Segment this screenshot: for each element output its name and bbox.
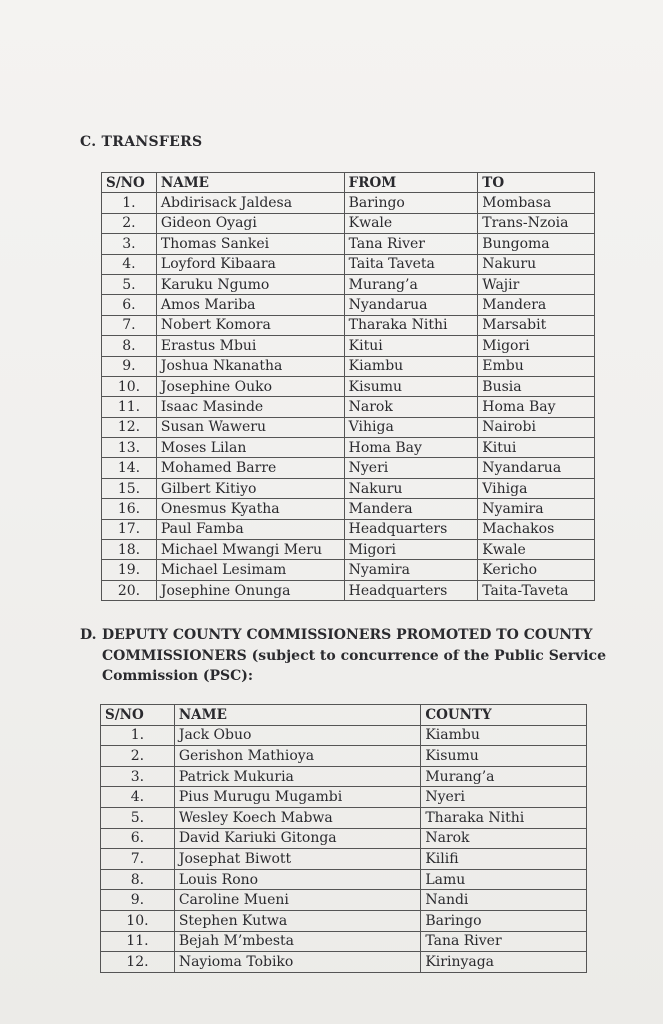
cell-name: Nobert Komora [156,315,344,335]
cell-sno: 17. [102,519,157,539]
cell-name: Isaac Masinde [156,397,344,417]
transfers-table [101,172,595,601]
cell-name: Moses Lilan [156,438,344,458]
table-row [102,315,595,335]
cell-name: Wesley Koech Mabwa [174,807,421,828]
cell-name: Abdirisack Jaldesa [156,193,344,213]
cell-to: Bungoma [478,234,595,254]
cell-name: Erastus Mbui [156,336,344,356]
cell-from: Murang’a [344,274,478,294]
cell-from: Headquarters [344,580,478,600]
cell-to: Busia [478,376,595,396]
cell-sno: 4. [102,254,157,274]
cell-from: Nyeri [344,458,478,478]
table-row [101,746,587,767]
section-d-letter: D. [80,627,97,643]
cell-sno: 9. [101,890,175,911]
promotions-table-body [101,725,587,972]
cell-to: Nakuru [478,254,595,274]
table-row [102,580,595,600]
cell-to: Marsabit [478,315,595,335]
cell-name: Gideon Oyagi [156,213,344,233]
cell-from: Nyamira [344,560,478,580]
table-row [102,213,595,233]
cell-sno: 3. [102,234,157,254]
column-header-name: NAME [174,705,421,726]
cell-from: Headquarters [344,519,478,539]
cell-sno: 12. [101,952,175,973]
cell-name: Louis Rono [174,869,421,890]
cell-sno: 11. [101,931,175,952]
cell-to: Migori [478,336,595,356]
cell-from: Mandera [344,499,478,519]
cell-from: Kiambu [344,356,478,376]
cell-to: Nairobi [478,417,595,437]
cell-to: Kericho [478,560,595,580]
cell-name: Jack Obuo [174,725,421,746]
table-row [101,931,587,952]
cell-name: Michael Lesimam [156,560,344,580]
cell-name: Josephine Onunga [156,580,344,600]
cell-county: Kisumu [421,746,587,767]
column-header-to: TO [478,173,595,193]
table-row [102,234,595,254]
cell-county: Nyeri [421,787,587,808]
section-c-heading: C. TRANSFERS [80,134,203,150]
cell-name: Pius Murugu Mugambi [174,787,421,808]
cell-sno: 7. [102,315,157,335]
cell-county: Nandi [421,890,587,911]
table-row [101,952,587,973]
cell-sno: 16. [102,499,157,519]
cell-name: Paul Famba [156,519,344,539]
cell-county: Kilifi [421,849,587,870]
section-d-title-rest: COMMISSIONERS (subject to concurrence of the Public Service Commission (PSC): [102,647,606,684]
cell-from: Homa Bay [344,438,478,458]
cell-sno: 8. [102,336,157,356]
cell-sno: 11. [102,397,157,417]
table-row [102,540,595,560]
cell-to: Nyamira [478,499,595,519]
cell-name: Thomas Sankei [156,234,344,254]
cell-county: Tharaka Nithi [421,807,587,828]
table-row [101,890,587,911]
cell-sno: 6. [101,828,175,849]
cell-sno: 14. [102,458,157,478]
cell-sno: 1. [101,725,175,746]
cell-from: Narok [344,397,478,417]
table-row [101,807,587,828]
cell-sno: 5. [101,807,175,828]
table-row [102,499,595,519]
cell-name: Gerishon Mathioya [174,746,421,767]
cell-sno: 7. [101,849,175,870]
cell-county: Lamu [421,869,587,890]
cell-sno: 9. [102,356,157,376]
column-header-name: NAME [156,173,344,193]
cell-name: Susan Waweru [156,417,344,437]
cell-name: Josephine Ouko [156,376,344,396]
cell-sno: 2. [102,213,157,233]
table-row [102,397,595,417]
section-d-heading [80,625,620,687]
cell-name: Nayioma Tobiko [174,952,421,973]
table-row [102,519,595,539]
table-row [101,849,587,870]
cell-to: Homa Bay [478,397,595,417]
cell-name: Loyford Kibaara [156,254,344,274]
cell-sno: 8. [101,869,175,890]
cell-from: Tana River [344,234,478,254]
table-row [102,560,595,580]
cell-sno: 3. [101,766,175,787]
cell-sno: 2. [101,746,175,767]
cell-name: Bejah M’mbesta [174,931,421,952]
cell-name: Karuku Ngumo [156,274,344,294]
column-header-sno: S/NO [102,173,157,193]
column-header-sno: S/NO [101,705,175,726]
cell-sno: 19. [102,560,157,580]
column-header-county: COUNTY [421,705,587,726]
cell-to: Mombasa [478,193,595,213]
cell-sno: 10. [101,910,175,931]
table-row [101,869,587,890]
cell-sno: 4. [101,787,175,808]
cell-to: Taita-Taveta [478,580,595,600]
table-row [102,417,595,437]
table-row [102,356,595,376]
section-d-title-line1: DEPUTY COUNTY COMMISSIONERS PROMOTED TO COUNTY [102,627,593,643]
cell-name: Joshua Nkanatha [156,356,344,376]
cell-to: Kwale [478,540,595,560]
cell-name: Caroline Mueni [174,890,421,911]
cell-sno: 12. [102,417,157,437]
cell-from: Kisumu [344,376,478,396]
table-header-row [102,173,595,193]
cell-name: Josephat Biwott [174,849,421,870]
cell-name: Amos Mariba [156,295,344,315]
cell-from: Nyandarua [344,295,478,315]
cell-sno: 5. [102,274,157,294]
cell-sno: 6. [102,295,157,315]
table-row [102,274,595,294]
cell-to: Kitui [478,438,595,458]
cell-county: Kirinyaga [421,952,587,973]
cell-name: Patrick Mukuria [174,766,421,787]
cell-to: Trans-Nzoia [478,213,595,233]
cell-from: Kwale [344,213,478,233]
cell-county: Baringo [421,910,587,931]
cell-from: Tharaka Nithi [344,315,478,335]
cell-county: Kiambu [421,725,587,746]
cell-to: Vihiga [478,478,595,498]
table-row [101,766,587,787]
table-row [102,193,595,213]
table-row [101,725,587,746]
cell-name: Stephen Kutwa [174,910,421,931]
cell-name: David Kariuki Gitonga [174,828,421,849]
cell-to: Machakos [478,519,595,539]
table-row [102,458,595,478]
table-row [102,376,595,396]
cell-name: Michael Mwangi Meru [156,540,344,560]
table-row [102,438,595,458]
cell-county: Murang’a [421,766,587,787]
cell-sno: 15. [102,478,157,498]
cell-from: Taita Taveta [344,254,478,274]
table-row [102,254,595,274]
cell-sno: 20. [102,580,157,600]
cell-to: Mandera [478,295,595,315]
table-row [101,910,587,931]
table-row [101,787,587,808]
table-row [102,478,595,498]
cell-name: Gilbert Kitiyo [156,478,344,498]
column-header-from: FROM [344,173,478,193]
cell-sno: 10. [102,376,157,396]
cell-to: Wajir [478,274,595,294]
cell-from: Vihiga [344,417,478,437]
cell-sno: 1. [102,193,157,213]
table-row [102,295,595,315]
cell-from: Baringo [344,193,478,213]
cell-name: Onesmus Kyatha [156,499,344,519]
cell-name: Mohamed Barre [156,458,344,478]
cell-sno: 18. [102,540,157,560]
table-row [101,828,587,849]
cell-to: Embu [478,356,595,376]
cell-county: Tana River [421,931,587,952]
cell-county: Narok [421,828,587,849]
cell-from: Nakuru [344,478,478,498]
transfers-table-body [102,193,595,601]
cell-from: Migori [344,540,478,560]
table-header-row [101,705,587,726]
cell-to: Nyandarua [478,458,595,478]
table-row [102,336,595,356]
cell-sno: 13. [102,438,157,458]
promotions-table [100,704,587,973]
cell-from: Kitui [344,336,478,356]
